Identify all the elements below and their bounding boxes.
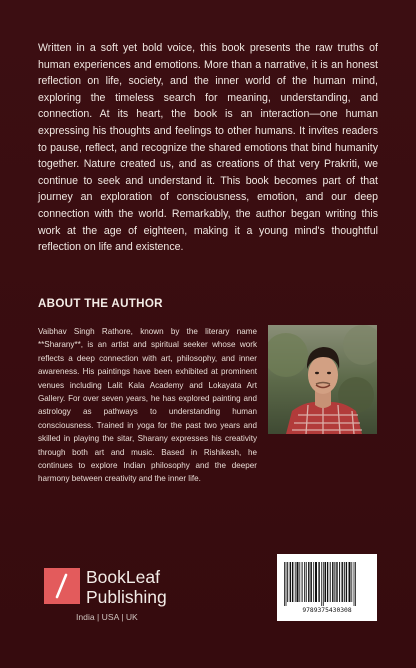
barcode-bar xyxy=(308,562,309,602)
author-photo xyxy=(268,325,377,434)
barcode-bar xyxy=(306,562,307,602)
barcode-bar xyxy=(342,562,343,602)
publisher-locations: India | USA | UK xyxy=(76,612,138,622)
barcode-bar xyxy=(327,562,328,602)
barcode-bar xyxy=(286,562,287,606)
isbn-barcode xyxy=(277,554,377,621)
barcode-bar xyxy=(330,562,331,602)
barcode-bar xyxy=(351,562,352,602)
book-blurb: Written in a soft yet bold voice, this book presents the raw truths of human experiences and emotions. More than a narrative, it is an honest reflection on life, society, and the inner world of the human mind, exploring the timeless search for meaning, understanding, and connection. At its heart, the book is an interaction—one human expressing his thoughts and feelings to other humans. It invites readers to pause, reflect, and recognize the shared emotions that bind humanity together. Nature created us, and as creations of that very Prakriti, we continue to seek and understand it. This book becomes part of that journey an exploration of consciousness, emotion, and our deep connection with the world. Remarkably, the author began writing this work at the age of eighteen, making it a young mind's thoughtful reflection on life and existence. xyxy=(38,42,378,254)
barcode-bar xyxy=(334,562,335,602)
barcode-bars xyxy=(283,562,371,606)
barcode-bar xyxy=(310,562,312,602)
barcode-bar xyxy=(346,562,347,602)
barcode-bar xyxy=(290,562,291,602)
barcode-bar xyxy=(295,562,296,602)
barcode-bar xyxy=(355,562,356,606)
barcode-bar xyxy=(313,562,314,602)
barcode-bar xyxy=(354,562,355,606)
author-bio: Vaibhav Singh Rathore, known by the literary name **Sharany**, is an artist and spiritual seeker whose work reflects a deep connection with art, philosophy, and inner awareness. His paintings have been exhibited at prominent venues including Lalit Kala Academy and Lokayata Art Gallery. For over seven years, he has explored painting and astrology as pathways to understanding human consciousness. Trained in yoga for the past two years and skilled in playing the sitar, Sharany expresses his creativity through both art and music. Based in Rishikesh, he continues to explore Indian philosophy and the deeper harmony between creativity and the inner life. xyxy=(38,327,257,484)
barcode-bar xyxy=(332,562,333,602)
barcode-bar xyxy=(323,562,324,606)
barcode-bar xyxy=(344,562,345,602)
barcode-bar xyxy=(302,562,303,602)
barcode-bar xyxy=(284,562,285,606)
about-author-heading: ABOUT THE AUTHOR xyxy=(38,297,163,310)
barcode-bar xyxy=(336,562,337,602)
publisher-logo xyxy=(44,566,224,626)
barcode-bar xyxy=(321,562,322,606)
barcode-bar xyxy=(292,562,294,602)
leaf-slash-icon xyxy=(44,568,80,604)
barcode-bar xyxy=(315,562,317,602)
barcode-bar xyxy=(299,562,300,602)
barcode-bar xyxy=(304,562,305,602)
barcode-bar xyxy=(297,562,299,602)
barcode-bar xyxy=(349,562,351,602)
isbn-number: 9789375430308 xyxy=(302,607,352,614)
publisher-name-line1: BookLeaf xyxy=(86,567,160,587)
publisher-name-line2: Publishing xyxy=(86,587,167,607)
barcode-bar xyxy=(339,562,340,602)
barcode-bar xyxy=(325,562,327,602)
barcode-bar xyxy=(287,562,288,602)
barcode-bar xyxy=(318,562,319,602)
